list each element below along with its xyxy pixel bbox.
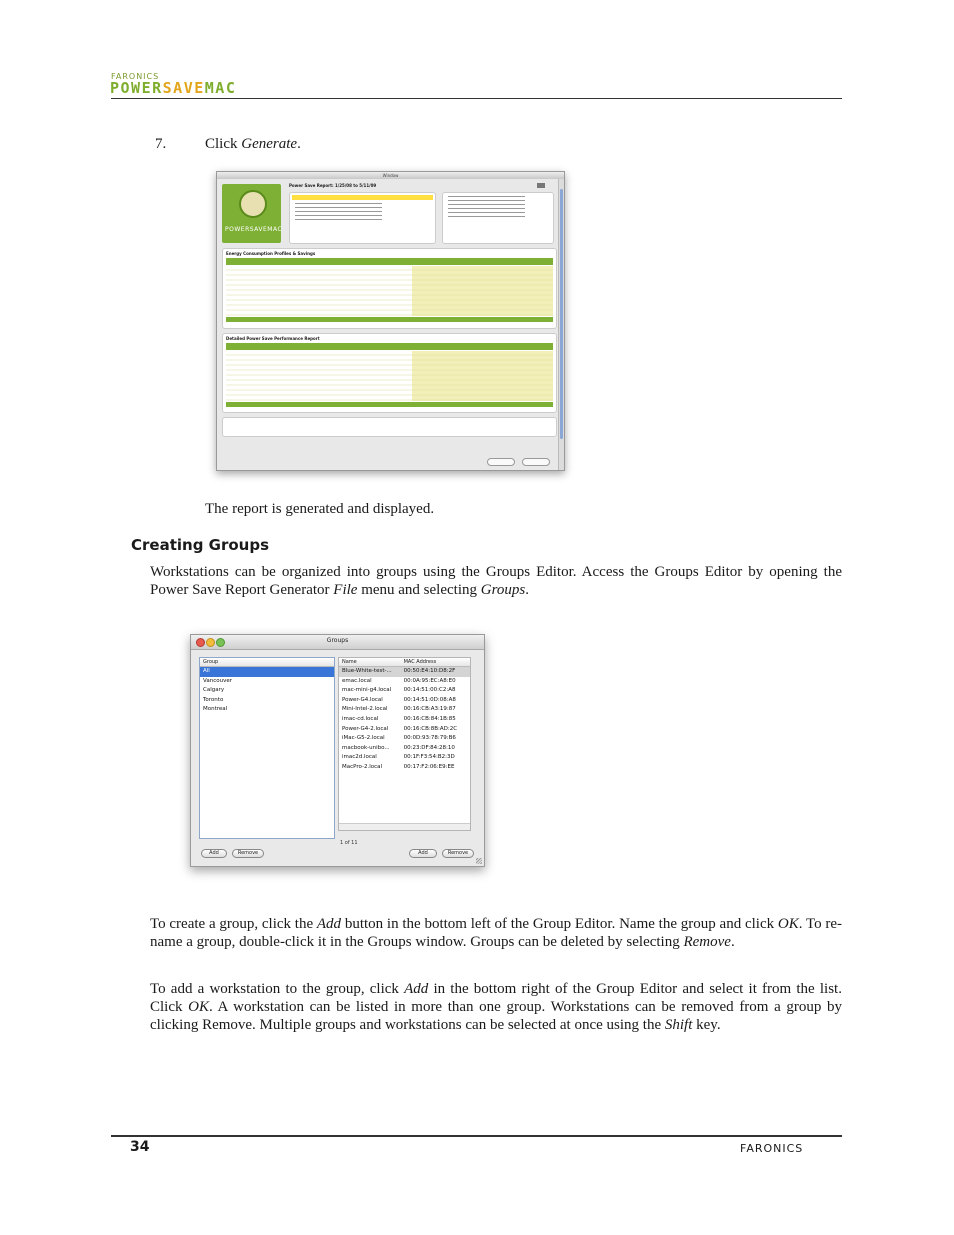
footer-brand: FARONICS (740, 1142, 804, 1155)
group-row[interactable]: Montreal (203, 706, 228, 712)
workstation-list[interactable] (338, 657, 471, 831)
summary-line (295, 215, 382, 216)
text-run: To create a group, click the (150, 916, 317, 932)
footer-rule (111, 1135, 842, 1137)
performance-table-total (226, 402, 553, 407)
group-row[interactable]: Toronto (203, 696, 224, 703)
workstation-name: imac-cd.local (342, 715, 379, 722)
resize-grip-icon[interactable] (476, 858, 482, 864)
groups-titlebar (191, 635, 484, 650)
workstation-mac: 00:14:51:00:C2:A8 (403, 687, 456, 694)
workstation-name: Blue-White-test-... (342, 668, 392, 674)
energy-table-header (226, 258, 553, 265)
env-line (448, 196, 525, 197)
add-group-button[interactable]: Add (201, 849, 227, 858)
step-text-em: Generate (241, 136, 298, 152)
group-column-header[interactable]: Group (200, 658, 334, 667)
emphasis-text: OK (777, 916, 799, 932)
report-logo (222, 184, 281, 243)
performance-report-panel (222, 333, 557, 413)
remove-workstation-button[interactable]: Remove (442, 849, 474, 858)
add-workstation-button[interactable]: Add (409, 849, 437, 858)
group-list[interactable] (199, 657, 335, 839)
workstation-mac: 00:0A:95:EC:A8:E0 (403, 677, 456, 684)
logo-part-2: SAVE (162, 79, 205, 97)
workstation-name: emac.local (342, 677, 372, 684)
report-heading: Power Save Report: 1/25/08 to 5/11/09 (289, 183, 377, 188)
emphasis-text: Add (316, 916, 342, 932)
text-run: . To re-name a group, double-click it in the Groups window. Groups can be deleted by selecting (150, 916, 842, 950)
energy-table-body (226, 266, 553, 316)
energy-table-total (226, 317, 553, 322)
performance-table-body (226, 351, 553, 401)
section-heading: Creating Groups (131, 536, 270, 554)
step-text-suffix: . (297, 136, 301, 152)
text-run: To add a workstation to the group, click (150, 981, 405, 997)
emphasis-text: Shift (664, 1017, 693, 1033)
logo-part-3: MAC (204, 79, 237, 97)
report-logo-text: POWERSAVEMAC (225, 226, 283, 233)
page-number: 34 (130, 1139, 150, 1155)
workstation-count: 1 of 11 (340, 840, 358, 846)
emphasis-text: OK (188, 999, 209, 1015)
workstation-row[interactable] (339, 686, 470, 696)
workstation-row[interactable] (339, 715, 470, 725)
energy-table-highlight (412, 266, 553, 316)
brand-small-label: FARONICS (111, 72, 160, 81)
report-footer-panel (222, 417, 557, 437)
performance-report-title: Detailed Power Save Performance Report (226, 336, 320, 341)
summary-line (295, 203, 382, 204)
paragraph-intro (150, 563, 842, 599)
workstation-name: Power-G4.local (342, 696, 383, 703)
emphasis-text: Add (404, 981, 429, 997)
performance-table-header (226, 343, 553, 350)
emphasis-text: Remove (683, 934, 731, 950)
workstation-name: Power-G4-2.local (342, 725, 389, 732)
group-row[interactable]: All (200, 667, 334, 677)
workstation-row[interactable] (339, 753, 470, 763)
report-scroll-thumb[interactable] (560, 189, 563, 439)
env-line (448, 208, 525, 209)
emphasis-text: File (333, 582, 358, 598)
energy-consumption-title: Energy Consumption Profiles & Savings (226, 251, 316, 256)
printer-icon (537, 183, 545, 188)
workstation-mac: 00:16:CB:8B:AD:2C (403, 725, 458, 732)
workstation-mac: 00:1F:F3:54:B2:3D (403, 754, 455, 761)
text-run: menu and selecting (357, 582, 481, 598)
workstation-mac: 00:14:51:0D:08:A8 (403, 696, 456, 703)
workstation-name: macbook-unibo... (342, 744, 390, 751)
workstation-name: iMac-G5-2.local (342, 735, 385, 742)
workstation-mac: 00:16:CB:84:1B:85 (403, 715, 456, 722)
report-summary-header (292, 195, 433, 200)
workstation-hscrollbar[interactable] (339, 823, 470, 830)
workstation-name: Mini-Intel-2.local (342, 706, 388, 713)
summary-line (295, 219, 382, 220)
summary-line (295, 207, 382, 208)
name-column-header[interactable]: Name (342, 659, 357, 665)
report-window-screenshot (216, 171, 565, 471)
mac-column-header[interactable]: MAC Address (403, 659, 437, 665)
text-run: Workstations can be organized into groups using the Groups Editor. Access the Groups Editor by opening the Power Save Report Generator (150, 564, 842, 598)
step-text-prefix: Click (205, 136, 242, 152)
remove-group-button[interactable]: Remove (232, 849, 264, 858)
text-run: button in the bottom left of the Group Editor. Name the group and click (341, 916, 778, 932)
workstation-row[interactable] (339, 725, 470, 735)
report-scrollbar[interactable] (558, 179, 564, 470)
report-window-title: Window (217, 172, 564, 179)
power-save-emblem-icon (239, 190, 267, 218)
text-run: key. (692, 1017, 721, 1033)
group-row[interactable]: Vancouver (203, 677, 232, 684)
energy-consumption-panel (222, 248, 557, 329)
workstation-mac: 00:0D:93:78:79:B6 (403, 735, 456, 742)
workstation-mac: 00:23:DF:84:28:10 (403, 744, 455, 751)
summary-line (295, 211, 382, 212)
workstation-row[interactable] (339, 705, 470, 715)
step-number: 7. (155, 136, 167, 152)
save-as-html-button[interactable] (522, 458, 550, 466)
group-row[interactable]: Calgary (203, 687, 225, 693)
environmental-savings-box (442, 192, 554, 244)
text-run: . (525, 582, 529, 598)
env-line (448, 212, 525, 213)
text-run: . A workstation can be listed in more than one group. Workstations can be removed from a group by clicking Remove. Multiple groups and workstations can be selected at once using the (150, 999, 843, 1033)
env-line (448, 216, 525, 217)
env-line (448, 200, 525, 201)
workstation-mac: 00:17:F2:06:E9:EE (403, 763, 455, 770)
emphasis-text: Groups (480, 582, 526, 598)
workstation-column-headers (339, 658, 470, 667)
paragraph-add-workstation (150, 980, 842, 1034)
header-rule (111, 98, 842, 99)
save-as-text-button[interactable] (487, 458, 515, 466)
groups-window-title: Groups (326, 637, 349, 644)
workstation-row[interactable] (339, 763, 470, 773)
product-logo (110, 79, 236, 97)
workstation-row[interactable] (339, 667, 470, 677)
report-summary-box (289, 192, 436, 244)
workstation-mac: 00:16:CB:A3:19:87 (403, 706, 456, 713)
workstation-mac: 00:50:E4:10:D8:2F (403, 668, 456, 674)
logo-part-1: POWER (110, 79, 163, 97)
workstation-name: MacPro-2.local (342, 763, 383, 770)
groups-window (190, 634, 485, 867)
text-run: in the bottom right of the Group Editor and select it from the list. Click (150, 981, 842, 1015)
workstation-rows (339, 667, 470, 773)
workstation-name: mac-mini-g4.local (342, 687, 392, 694)
paragraph-create-group (150, 915, 842, 951)
env-line (448, 204, 525, 205)
workstation-row[interactable] (339, 744, 470, 754)
workstation-row[interactable] (339, 696, 470, 706)
group-rows (200, 667, 334, 715)
report-caption: The report is generated and displayed. (205, 501, 435, 517)
workstation-row[interactable] (339, 677, 470, 687)
step-text (205, 135, 301, 153)
workstation-row[interactable] (339, 734, 470, 744)
workstation-name: imac2d.local (342, 754, 377, 761)
performance-table-highlight (412, 351, 553, 401)
text-run: . (730, 934, 735, 950)
